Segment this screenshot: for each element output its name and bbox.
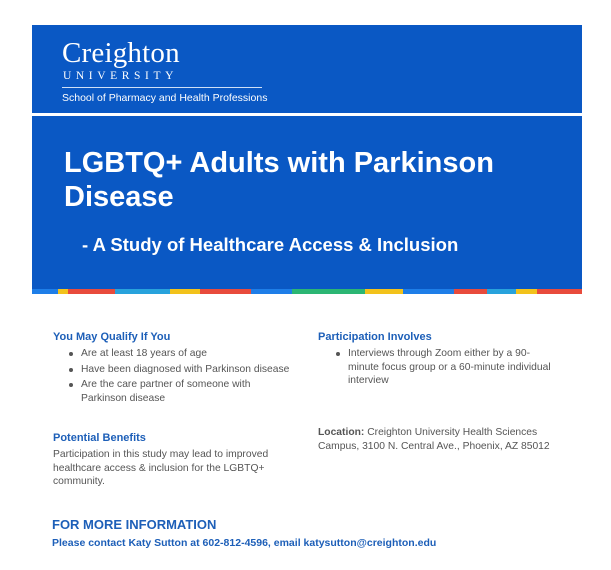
- stripe-segment: [292, 289, 364, 294]
- title-banner: [32, 116, 582, 289]
- location-text: [318, 426, 568, 453]
- stripe-segment: [115, 289, 170, 294]
- stripe-segment: [365, 289, 403, 294]
- stripe-segment: [516, 289, 536, 294]
- university-header: [32, 25, 582, 113]
- page-title: LGBTQ+ Adults with Parkinson Disease: [64, 147, 494, 213]
- list-item: Are at least 18 years of age: [66, 347, 291, 361]
- location-label: Location:: [318, 427, 365, 438]
- stripe-segment: [403, 289, 454, 294]
- benefits-heading: Potential Benefits: [53, 432, 146, 444]
- stripe-segment: [58, 289, 68, 294]
- list-item: Are the care partner of someone with Parkinson disease: [66, 378, 291, 405]
- logo-name: Creighton: [62, 37, 180, 69]
- logo-divider: [62, 87, 262, 88]
- benefits-text: Participation in this study may lead to improved healthcare access & inclusion for the LGBTQ+ community.: [53, 449, 269, 487]
- stripe-segment: [537, 289, 582, 294]
- list-item: Interviews through Zoom either by a 90-minute focus group or a 60-minute individual interview: [333, 347, 558, 388]
- color-stripe: [32, 289, 582, 294]
- participation-heading: Participation Involves: [318, 331, 432, 343]
- stripe-segment: [251, 289, 292, 294]
- logo-university: UNIVERSITY: [63, 70, 178, 82]
- contact-info: Please contact Katy Sutton at 602-812-4596, email katysutton@creighton.edu: [52, 537, 437, 549]
- location-address: Creighton University Health Sciences Campus, 3100 N. Central Ave., Phoenix, AZ 85012: [318, 427, 550, 452]
- stripe-segment: [68, 289, 115, 294]
- list-item: Have been diagnosed with Parkinson disease: [66, 363, 291, 377]
- stripe-segment: [487, 289, 517, 294]
- participation-list: [333, 347, 558, 390]
- qualify-heading: You May Qualify If You: [53, 331, 171, 343]
- qualify-list: [66, 347, 291, 407]
- stripe-segment: [454, 289, 486, 294]
- more-info-heading: FOR MORE INFORMATION: [52, 517, 217, 532]
- stripe-segment: [32, 289, 58, 294]
- stripe-segment: [170, 289, 200, 294]
- stripe-segment: [200, 289, 251, 294]
- school-name: School of Pharmacy and Health Professions: [62, 92, 268, 104]
- page-subtitle: - A Study of Healthcare Access & Inclusion: [82, 234, 459, 255]
